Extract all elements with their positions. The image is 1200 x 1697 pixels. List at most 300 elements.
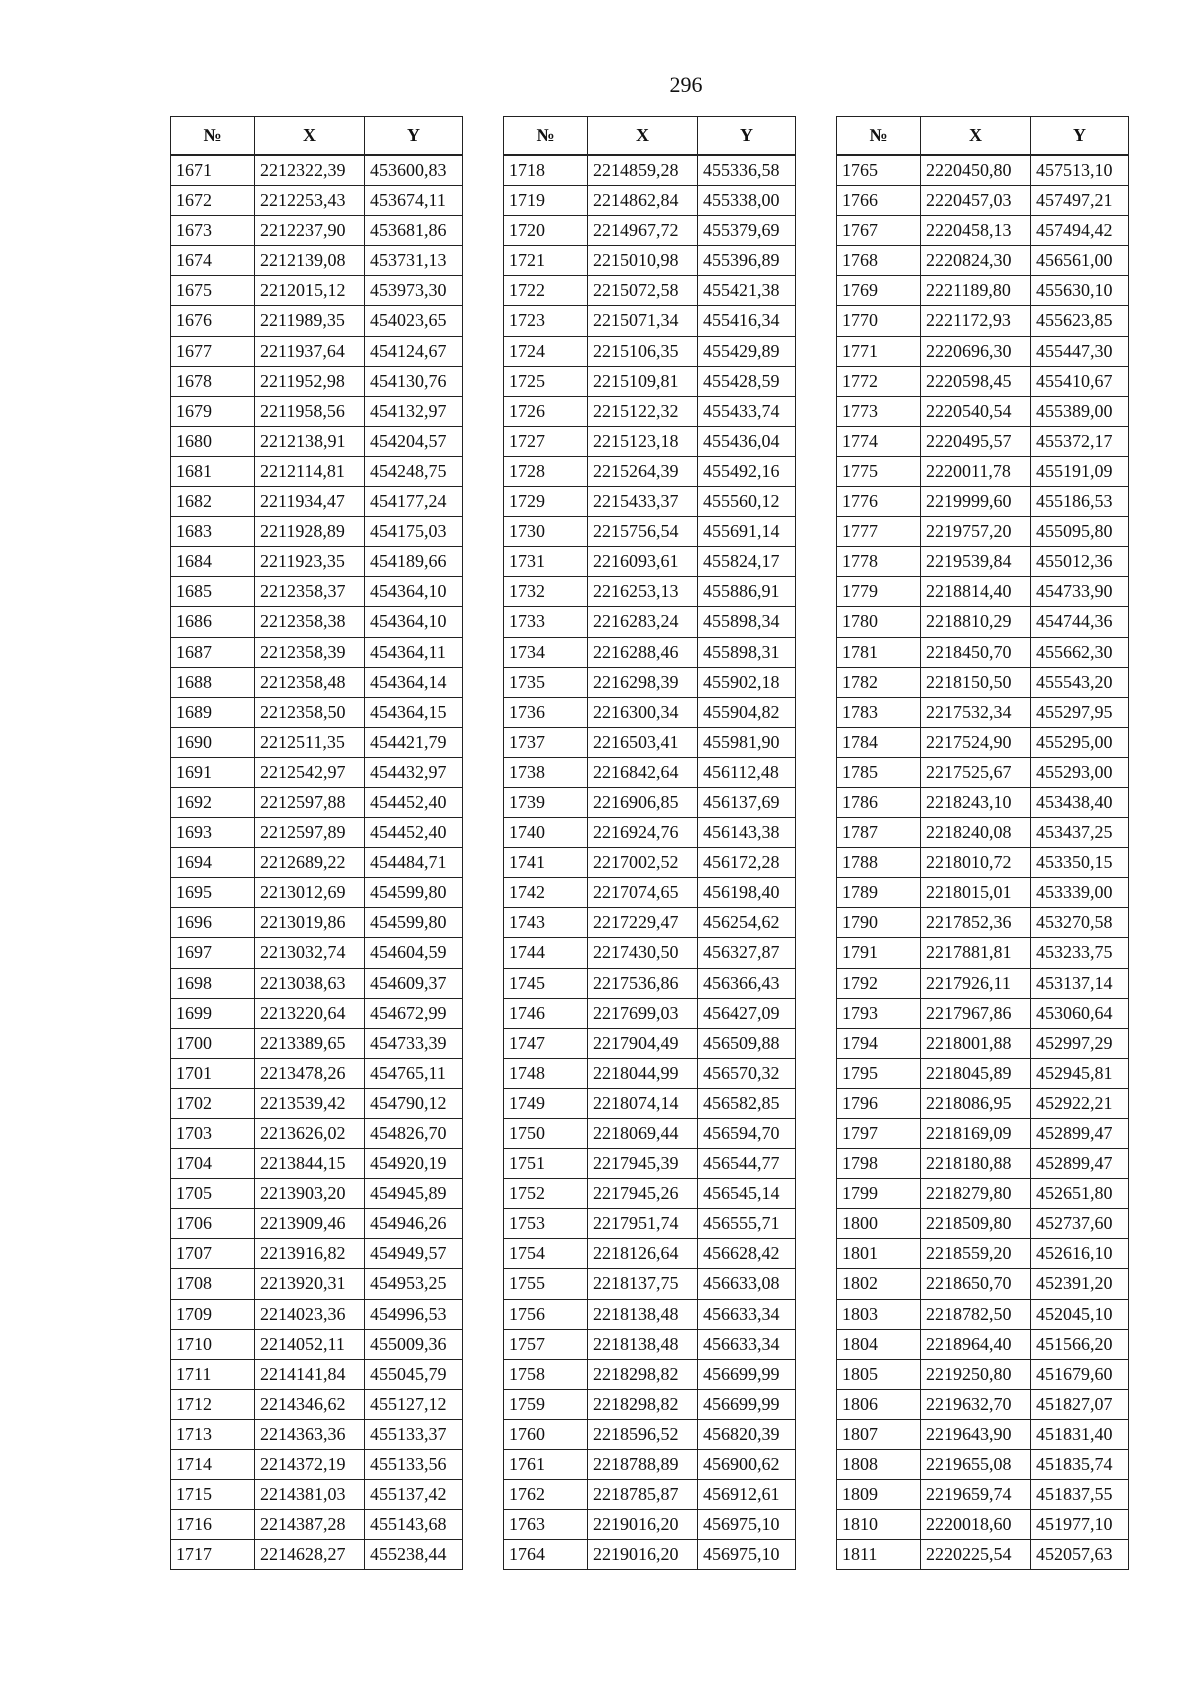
point-number-cell: 1754 bbox=[504, 1239, 588, 1269]
point-number-cell: 1760 bbox=[504, 1419, 588, 1449]
x-coordinate-cell: 2218298,82 bbox=[588, 1389, 698, 1419]
y-coordinate-cell: 456820,39 bbox=[698, 1419, 796, 1449]
point-number-cell: 1676 bbox=[171, 306, 255, 336]
table-row bbox=[837, 577, 1129, 607]
x-coordinate-cell: 2211958,56 bbox=[255, 396, 365, 426]
point-number-cell: 1795 bbox=[837, 1058, 921, 1088]
point-number-cell: 1750 bbox=[504, 1119, 588, 1149]
point-number-cell: 1696 bbox=[171, 908, 255, 938]
table-row bbox=[171, 487, 463, 517]
table-row bbox=[504, 757, 796, 787]
x-coordinate-cell: 2217074,65 bbox=[588, 878, 698, 908]
x-coordinate-cell: 2217430,50 bbox=[588, 938, 698, 968]
table-row bbox=[171, 1510, 463, 1540]
y-coordinate-cell: 454946,26 bbox=[365, 1209, 463, 1239]
table-row bbox=[837, 1510, 1129, 1540]
table-row bbox=[504, 938, 796, 968]
table-row bbox=[837, 426, 1129, 456]
table-row bbox=[504, 727, 796, 757]
table-row bbox=[171, 938, 463, 968]
table-row bbox=[837, 1088, 1129, 1118]
point-number-cell: 1675 bbox=[171, 276, 255, 306]
point-number-cell: 1770 bbox=[837, 306, 921, 336]
point-number-cell: 1809 bbox=[837, 1480, 921, 1510]
point-number-cell: 1703 bbox=[171, 1119, 255, 1149]
y-coordinate-cell: 456172,28 bbox=[698, 848, 796, 878]
y-coordinate-cell: 453060,64 bbox=[1031, 998, 1129, 1028]
point-number-cell: 1701 bbox=[171, 1058, 255, 1088]
column-header-y: Y bbox=[698, 117, 796, 156]
table-row bbox=[504, 1028, 796, 1058]
table-row bbox=[504, 426, 796, 456]
table-row bbox=[504, 246, 796, 276]
y-coordinate-cell: 456633,08 bbox=[698, 1269, 796, 1299]
x-coordinate-cell: 2218010,72 bbox=[921, 848, 1031, 878]
table-row bbox=[171, 878, 463, 908]
table-row bbox=[504, 667, 796, 697]
x-coordinate-cell: 2220450,80 bbox=[921, 155, 1031, 186]
y-coordinate-cell: 455186,53 bbox=[1031, 487, 1129, 517]
table-row bbox=[504, 848, 796, 878]
point-number-cell: 1811 bbox=[837, 1540, 921, 1570]
point-number-cell: 1736 bbox=[504, 697, 588, 727]
x-coordinate-cell: 2218782,50 bbox=[921, 1299, 1031, 1329]
table-row bbox=[837, 908, 1129, 938]
table-row bbox=[504, 155, 796, 186]
point-number-cell: 1751 bbox=[504, 1149, 588, 1179]
x-coordinate-cell: 2212138,91 bbox=[255, 426, 365, 456]
table-row bbox=[837, 1028, 1129, 1058]
y-coordinate-cell: 454124,67 bbox=[365, 336, 463, 366]
y-coordinate-cell: 455429,89 bbox=[698, 336, 796, 366]
x-coordinate-cell: 2220540,54 bbox=[921, 396, 1031, 426]
table-row bbox=[504, 456, 796, 486]
table-row bbox=[504, 787, 796, 817]
x-coordinate-cell: 2216906,85 bbox=[588, 787, 698, 817]
y-coordinate-cell: 454175,03 bbox=[365, 517, 463, 547]
y-coordinate-cell: 455543,20 bbox=[1031, 667, 1129, 697]
table-row bbox=[171, 1269, 463, 1299]
y-coordinate-cell: 456366,43 bbox=[698, 968, 796, 998]
y-coordinate-cell: 456544,77 bbox=[698, 1149, 796, 1179]
table-row bbox=[171, 1540, 463, 1570]
x-coordinate-cell: 2218138,48 bbox=[588, 1299, 698, 1329]
x-coordinate-cell: 2218138,48 bbox=[588, 1329, 698, 1359]
table-row bbox=[171, 155, 463, 186]
column-header-x: X bbox=[921, 117, 1031, 156]
x-coordinate-cell: 2220018,60 bbox=[921, 1510, 1031, 1540]
point-number-cell: 1777 bbox=[837, 517, 921, 547]
x-coordinate-cell: 2212358,37 bbox=[255, 577, 365, 607]
point-number-cell: 1785 bbox=[837, 757, 921, 787]
x-coordinate-cell: 2217524,90 bbox=[921, 727, 1031, 757]
y-coordinate-cell: 453137,14 bbox=[1031, 968, 1129, 998]
y-coordinate-cell: 456570,32 bbox=[698, 1058, 796, 1088]
point-number-cell: 1779 bbox=[837, 577, 921, 607]
y-coordinate-cell: 454609,37 bbox=[365, 968, 463, 998]
table-row bbox=[504, 878, 796, 908]
point-number-cell: 1805 bbox=[837, 1359, 921, 1389]
table-row bbox=[171, 1028, 463, 1058]
column-header-y: Y bbox=[1031, 117, 1129, 156]
table-row bbox=[837, 155, 1129, 186]
x-coordinate-cell: 2215433,37 bbox=[588, 487, 698, 517]
table-row bbox=[171, 517, 463, 547]
column-header-number: № bbox=[171, 117, 255, 156]
point-number-cell: 1741 bbox=[504, 848, 588, 878]
table-row bbox=[504, 1088, 796, 1118]
x-coordinate-cell: 2213626,02 bbox=[255, 1119, 365, 1149]
table-row bbox=[837, 276, 1129, 306]
y-coordinate-cell: 456143,38 bbox=[698, 818, 796, 848]
table-row bbox=[837, 878, 1129, 908]
point-number-cell: 1810 bbox=[837, 1510, 921, 1540]
point-number-cell: 1683 bbox=[171, 517, 255, 547]
table-row bbox=[504, 396, 796, 426]
y-coordinate-cell: 455560,12 bbox=[698, 487, 796, 517]
table-row bbox=[171, 1179, 463, 1209]
y-coordinate-cell: 456633,34 bbox=[698, 1329, 796, 1359]
table-row bbox=[837, 1450, 1129, 1480]
y-coordinate-cell: 455396,89 bbox=[698, 246, 796, 276]
x-coordinate-cell: 2219757,20 bbox=[921, 517, 1031, 547]
point-number-cell: 1794 bbox=[837, 1028, 921, 1058]
table-row bbox=[504, 607, 796, 637]
y-coordinate-cell: 456912,61 bbox=[698, 1480, 796, 1510]
x-coordinate-cell: 2212597,88 bbox=[255, 787, 365, 817]
table-row bbox=[504, 1119, 796, 1149]
x-coordinate-cell: 2213903,20 bbox=[255, 1179, 365, 1209]
point-number-cell: 1717 bbox=[171, 1540, 255, 1570]
point-number-cell: 1734 bbox=[504, 637, 588, 667]
y-coordinate-cell: 453681,86 bbox=[365, 216, 463, 246]
point-number-cell: 1724 bbox=[504, 336, 588, 366]
table-row bbox=[504, 1419, 796, 1449]
point-number-cell: 1775 bbox=[837, 456, 921, 486]
point-number-cell: 1746 bbox=[504, 998, 588, 1028]
point-number-cell: 1735 bbox=[504, 667, 588, 697]
point-number-cell: 1690 bbox=[171, 727, 255, 757]
point-number-cell: 1807 bbox=[837, 1419, 921, 1449]
y-coordinate-cell: 456975,10 bbox=[698, 1540, 796, 1570]
point-number-cell: 1740 bbox=[504, 818, 588, 848]
x-coordinate-cell: 2217967,86 bbox=[921, 998, 1031, 1028]
table-row bbox=[837, 1389, 1129, 1419]
table-row bbox=[837, 396, 1129, 426]
point-number-cell: 1715 bbox=[171, 1480, 255, 1510]
y-coordinate-cell: 454920,19 bbox=[365, 1149, 463, 1179]
x-coordinate-cell: 2214387,28 bbox=[255, 1510, 365, 1540]
y-coordinate-cell: 456555,71 bbox=[698, 1209, 796, 1239]
table-row bbox=[171, 757, 463, 787]
y-coordinate-cell: 455436,04 bbox=[698, 426, 796, 456]
point-number-cell: 1808 bbox=[837, 1450, 921, 1480]
y-coordinate-cell: 456545,14 bbox=[698, 1179, 796, 1209]
y-coordinate-cell: 457513,10 bbox=[1031, 155, 1129, 186]
y-coordinate-cell: 455191,09 bbox=[1031, 456, 1129, 486]
y-coordinate-cell: 451835,74 bbox=[1031, 1450, 1129, 1480]
point-number-cell: 1799 bbox=[837, 1179, 921, 1209]
x-coordinate-cell: 2217532,34 bbox=[921, 697, 1031, 727]
y-coordinate-cell: 454132,97 bbox=[365, 396, 463, 426]
point-number-cell: 1711 bbox=[171, 1359, 255, 1389]
x-coordinate-cell: 2218509,80 bbox=[921, 1209, 1031, 1239]
x-coordinate-cell: 2211937,64 bbox=[255, 336, 365, 366]
y-coordinate-cell: 454177,24 bbox=[365, 487, 463, 517]
x-coordinate-cell: 2218045,89 bbox=[921, 1058, 1031, 1088]
table-row bbox=[837, 186, 1129, 216]
table-row bbox=[171, 456, 463, 486]
point-number-cell: 1685 bbox=[171, 577, 255, 607]
y-coordinate-cell: 452922,21 bbox=[1031, 1088, 1129, 1118]
y-coordinate-cell: 456327,87 bbox=[698, 938, 796, 968]
x-coordinate-cell: 2217852,36 bbox=[921, 908, 1031, 938]
x-coordinate-cell: 2213012,69 bbox=[255, 878, 365, 908]
y-coordinate-cell: 455904,82 bbox=[698, 697, 796, 727]
x-coordinate-cell: 2215756,54 bbox=[588, 517, 698, 547]
point-number-cell: 1695 bbox=[171, 878, 255, 908]
x-coordinate-cell: 2212358,38 bbox=[255, 607, 365, 637]
table-row bbox=[171, 426, 463, 456]
x-coordinate-cell: 2212542,97 bbox=[255, 757, 365, 787]
table-row bbox=[504, 1299, 796, 1329]
table-row bbox=[504, 1510, 796, 1540]
x-coordinate-cell: 2217699,03 bbox=[588, 998, 698, 1028]
x-coordinate-cell: 2212015,12 bbox=[255, 276, 365, 306]
point-number-cell: 1771 bbox=[837, 336, 921, 366]
x-coordinate-cell: 2220495,57 bbox=[921, 426, 1031, 456]
y-coordinate-cell: 452899,47 bbox=[1031, 1149, 1129, 1179]
x-coordinate-cell: 2214363,36 bbox=[255, 1419, 365, 1449]
point-number-cell: 1672 bbox=[171, 186, 255, 216]
point-number-cell: 1766 bbox=[837, 186, 921, 216]
y-coordinate-cell: 457497,21 bbox=[1031, 186, 1129, 216]
table-row bbox=[171, 968, 463, 998]
y-coordinate-cell: 453438,40 bbox=[1031, 787, 1129, 817]
x-coordinate-cell: 2214141,84 bbox=[255, 1359, 365, 1389]
point-number-cell: 1781 bbox=[837, 637, 921, 667]
y-coordinate-cell: 456509,88 bbox=[698, 1028, 796, 1058]
point-number-cell: 1729 bbox=[504, 487, 588, 517]
y-coordinate-cell: 454248,75 bbox=[365, 456, 463, 486]
table-row bbox=[504, 1149, 796, 1179]
y-coordinate-cell: 454364,11 bbox=[365, 637, 463, 667]
table-row bbox=[837, 637, 1129, 667]
x-coordinate-cell: 2215072,58 bbox=[588, 276, 698, 306]
point-number-cell: 1709 bbox=[171, 1299, 255, 1329]
x-coordinate-cell: 2219016,20 bbox=[588, 1540, 698, 1570]
table-row bbox=[504, 336, 796, 366]
y-coordinate-cell: 452945,81 bbox=[1031, 1058, 1129, 1088]
y-coordinate-cell: 455410,67 bbox=[1031, 366, 1129, 396]
x-coordinate-cell: 2218086,95 bbox=[921, 1088, 1031, 1118]
table-row bbox=[171, 1149, 463, 1179]
table-row bbox=[171, 336, 463, 366]
point-number-cell: 1790 bbox=[837, 908, 921, 938]
point-number-cell: 1710 bbox=[171, 1329, 255, 1359]
x-coordinate-cell: 2219016,20 bbox=[588, 1510, 698, 1540]
point-number-cell: 1798 bbox=[837, 1149, 921, 1179]
table-row bbox=[171, 186, 463, 216]
point-number-cell: 1725 bbox=[504, 366, 588, 396]
x-coordinate-cell: 2214381,03 bbox=[255, 1480, 365, 1510]
table-row bbox=[837, 547, 1129, 577]
y-coordinate-cell: 451566,20 bbox=[1031, 1329, 1129, 1359]
point-number-cell: 1721 bbox=[504, 246, 588, 276]
table-row bbox=[837, 306, 1129, 336]
y-coordinate-cell: 455238,44 bbox=[365, 1540, 463, 1570]
x-coordinate-cell: 2213909,46 bbox=[255, 1209, 365, 1239]
table-row bbox=[837, 787, 1129, 817]
point-number-cell: 1738 bbox=[504, 757, 588, 787]
x-coordinate-cell: 2216300,34 bbox=[588, 697, 698, 727]
x-coordinate-cell: 2218074,14 bbox=[588, 1088, 698, 1118]
y-coordinate-cell: 452899,47 bbox=[1031, 1119, 1129, 1149]
point-number-cell: 1739 bbox=[504, 787, 588, 817]
table-row bbox=[837, 697, 1129, 727]
y-coordinate-cell: 455886,91 bbox=[698, 577, 796, 607]
table-row bbox=[837, 366, 1129, 396]
table-row bbox=[837, 1329, 1129, 1359]
point-number-cell: 1679 bbox=[171, 396, 255, 426]
point-number-cell: 1707 bbox=[171, 1239, 255, 1269]
table-row bbox=[504, 1329, 796, 1359]
y-coordinate-cell: 457494,42 bbox=[1031, 216, 1129, 246]
y-coordinate-cell: 452391,20 bbox=[1031, 1269, 1129, 1299]
table-row bbox=[504, 186, 796, 216]
table-row bbox=[837, 1299, 1129, 1329]
point-number-cell: 1796 bbox=[837, 1088, 921, 1118]
point-number-cell: 1744 bbox=[504, 938, 588, 968]
point-number-cell: 1732 bbox=[504, 577, 588, 607]
y-coordinate-cell: 454189,66 bbox=[365, 547, 463, 577]
x-coordinate-cell: 2214859,28 bbox=[588, 155, 698, 186]
point-number-cell: 1693 bbox=[171, 818, 255, 848]
y-coordinate-cell: 454130,76 bbox=[365, 366, 463, 396]
table-row bbox=[171, 1359, 463, 1389]
x-coordinate-cell: 2214862,84 bbox=[588, 186, 698, 216]
x-coordinate-cell: 2212114,81 bbox=[255, 456, 365, 486]
point-number-cell: 1671 bbox=[171, 155, 255, 186]
x-coordinate-cell: 2212322,39 bbox=[255, 155, 365, 186]
point-number-cell: 1767 bbox=[837, 216, 921, 246]
x-coordinate-cell: 2219643,90 bbox=[921, 1419, 1031, 1449]
point-number-cell: 1769 bbox=[837, 276, 921, 306]
point-number-cell: 1684 bbox=[171, 547, 255, 577]
table-row bbox=[171, 1119, 463, 1149]
table-row bbox=[837, 1359, 1129, 1389]
point-number-cell: 1697 bbox=[171, 938, 255, 968]
x-coordinate-cell: 2218450,70 bbox=[921, 637, 1031, 667]
point-number-cell: 1691 bbox=[171, 757, 255, 787]
x-coordinate-cell: 2214052,11 bbox=[255, 1329, 365, 1359]
table-row bbox=[837, 1419, 1129, 1449]
y-coordinate-cell: 456427,09 bbox=[698, 998, 796, 1028]
y-coordinate-cell: 453339,00 bbox=[1031, 878, 1129, 908]
point-number-cell: 1774 bbox=[837, 426, 921, 456]
y-coordinate-cell: 454790,12 bbox=[365, 1088, 463, 1118]
point-number-cell: 1797 bbox=[837, 1119, 921, 1149]
table-row bbox=[504, 577, 796, 607]
y-coordinate-cell: 455137,42 bbox=[365, 1480, 463, 1510]
x-coordinate-cell: 2219539,84 bbox=[921, 547, 1031, 577]
x-coordinate-cell: 2218001,88 bbox=[921, 1028, 1031, 1058]
table-row bbox=[504, 216, 796, 246]
x-coordinate-cell: 2215264,39 bbox=[588, 456, 698, 486]
table-row bbox=[837, 848, 1129, 878]
point-number-cell: 1757 bbox=[504, 1329, 588, 1359]
y-coordinate-cell: 455691,14 bbox=[698, 517, 796, 547]
table-row bbox=[171, 818, 463, 848]
y-coordinate-cell: 453270,58 bbox=[1031, 908, 1129, 938]
x-coordinate-cell: 2214346,62 bbox=[255, 1389, 365, 1419]
x-coordinate-cell: 2218559,20 bbox=[921, 1239, 1031, 1269]
x-coordinate-cell: 2216283,24 bbox=[588, 607, 698, 637]
point-number-cell: 1789 bbox=[837, 878, 921, 908]
point-number-cell: 1718 bbox=[504, 155, 588, 186]
point-number-cell: 1763 bbox=[504, 1510, 588, 1540]
point-number-cell: 1674 bbox=[171, 246, 255, 276]
point-number-cell: 1688 bbox=[171, 667, 255, 697]
x-coordinate-cell: 2214967,72 bbox=[588, 216, 698, 246]
x-coordinate-cell: 2217002,52 bbox=[588, 848, 698, 878]
table-row bbox=[504, 818, 796, 848]
y-coordinate-cell: 453350,15 bbox=[1031, 848, 1129, 878]
x-coordinate-cell: 2218240,08 bbox=[921, 818, 1031, 848]
y-coordinate-cell: 455433,74 bbox=[698, 396, 796, 426]
y-coordinate-cell: 456975,10 bbox=[698, 1510, 796, 1540]
y-coordinate-cell: 454364,14 bbox=[365, 667, 463, 697]
y-coordinate-cell: 455898,34 bbox=[698, 607, 796, 637]
x-coordinate-cell: 2216093,61 bbox=[588, 547, 698, 577]
table-row bbox=[504, 968, 796, 998]
y-coordinate-cell: 452057,63 bbox=[1031, 1540, 1129, 1570]
point-number-cell: 1784 bbox=[837, 727, 921, 757]
y-coordinate-cell: 455009,36 bbox=[365, 1329, 463, 1359]
x-coordinate-cell: 2217229,47 bbox=[588, 908, 698, 938]
y-coordinate-cell: 454421,79 bbox=[365, 727, 463, 757]
point-number-cell: 1788 bbox=[837, 848, 921, 878]
table-row bbox=[837, 818, 1129, 848]
y-coordinate-cell: 455428,59 bbox=[698, 366, 796, 396]
point-number-cell: 1793 bbox=[837, 998, 921, 1028]
table-row bbox=[504, 487, 796, 517]
y-coordinate-cell: 454364,10 bbox=[365, 607, 463, 637]
x-coordinate-cell: 2216842,64 bbox=[588, 757, 698, 787]
y-coordinate-cell: 456112,48 bbox=[698, 757, 796, 787]
y-coordinate-cell: 454996,53 bbox=[365, 1299, 463, 1329]
table-row bbox=[504, 908, 796, 938]
point-number-cell: 1783 bbox=[837, 697, 921, 727]
table-row bbox=[171, 1088, 463, 1118]
column-header-number: № bbox=[504, 117, 588, 156]
x-coordinate-cell: 2212689,22 bbox=[255, 848, 365, 878]
x-coordinate-cell: 2216503,41 bbox=[588, 727, 698, 757]
y-coordinate-cell: 455127,12 bbox=[365, 1389, 463, 1419]
x-coordinate-cell: 2218150,50 bbox=[921, 667, 1031, 697]
point-number-cell: 1678 bbox=[171, 366, 255, 396]
y-coordinate-cell: 454672,99 bbox=[365, 998, 463, 1028]
table-row bbox=[837, 968, 1129, 998]
y-coordinate-cell: 451827,07 bbox=[1031, 1389, 1129, 1419]
column-header-x: X bbox=[588, 117, 698, 156]
point-number-cell: 1712 bbox=[171, 1389, 255, 1419]
point-number-cell: 1705 bbox=[171, 1179, 255, 1209]
table-row bbox=[171, 577, 463, 607]
x-coordinate-cell: 2218015,01 bbox=[921, 878, 1031, 908]
y-coordinate-cell: 454452,40 bbox=[365, 787, 463, 817]
point-number-cell: 1780 bbox=[837, 607, 921, 637]
